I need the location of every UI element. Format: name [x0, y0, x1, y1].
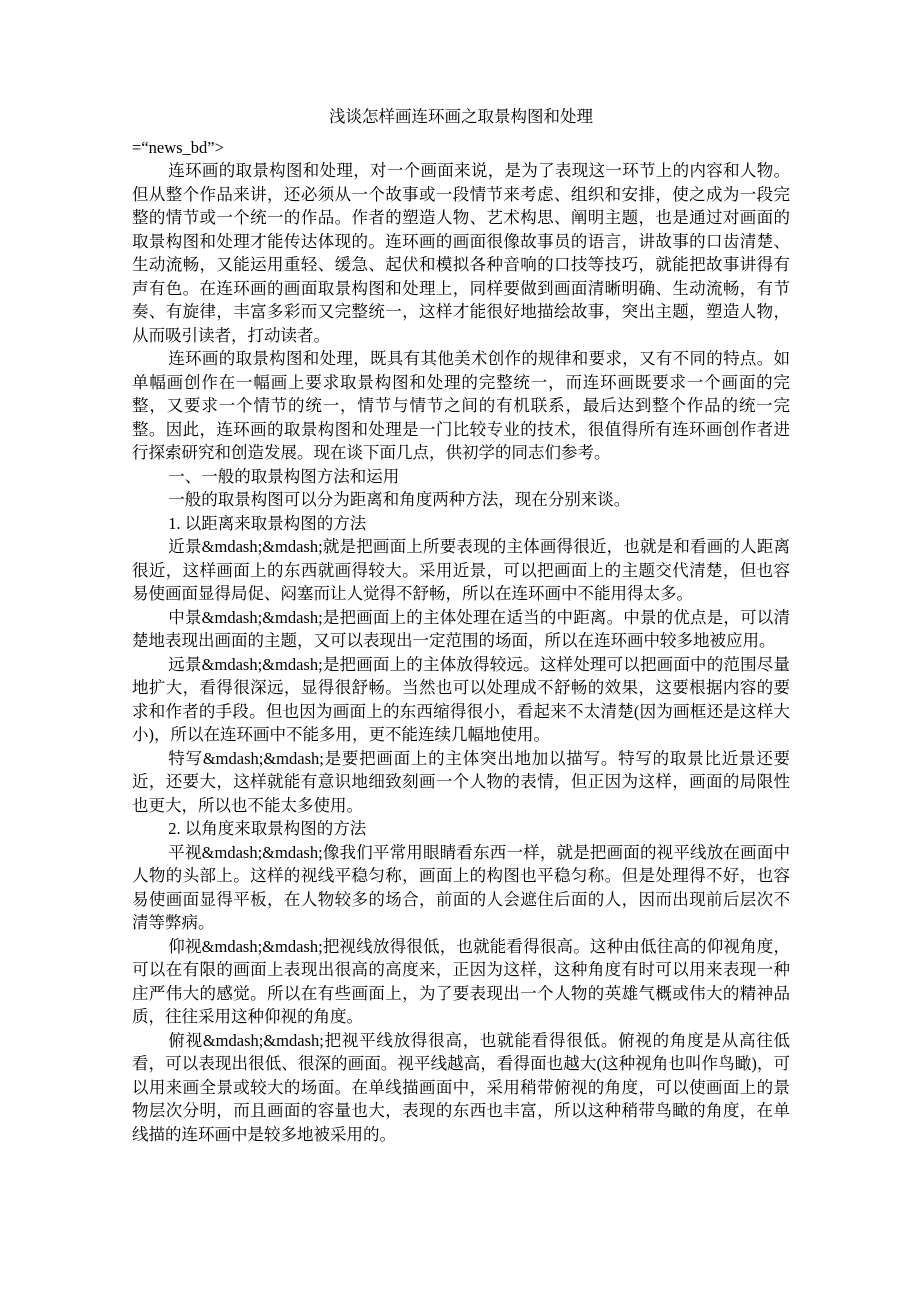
paragraph: 平视&mdash;&mdash;像我们平常用眼睛看东西一样，就是把画面的视平线放在画面中人物的头部上。这样的视线平稳匀称，画面上的构图也平稳匀称。但是处理得不好，也容易使画面显得平板，在人物较多的场合，前面的人会遮住后面的人，因而出现前后层次不清等弊病。 [132, 842, 790, 932]
paragraph: 中景&mdash;&mdash;是把画面上的主体处理在适当的中距离。中景的优点是，可以清楚地表现出画面的主题，又可以表现出一定范围的场面，所以在连环画中较多地被应用。 [132, 607, 790, 650]
paragraph: 仰视&mdash;&mdash;把视线放得很低，也就能看得很高。这种由低往高的仰视角度，可以在有限的画面上表现出很高的高度来，正因为这样，这种角度有时可以用来表现一种庄严伟大的感觉。所以在有些画面上，为了要表现出一个人物的英雄气概或伟大的精神品质，往往采用这种仰视的角度。 [132, 936, 790, 1026]
paragraph: 近景&mdash;&mdash;就是把画面上所要表现的主体画得很近，也就是和看画的人距离很近，这样画面上的东西就画得较大。采用近景，可以把画面上的主题交代清楚，但也容易使画面显得局促、闷塞而让人觉得不舒畅，所以在连环画中不能用得太多。 [132, 537, 790, 603]
paragraph: 远景&mdash;&mdash;是把画面上的主体放得较远。这样处理可以把画面中的范围尽量地扩大，看得很深远，显得很舒畅。当然也可以处理成不舒畅的效果，这要根据内容的要求和作者的手段。但也因为画面上的东西缩得很小，看起来不太清楚(因为画框还是这样大小)，所以在连环画中不能多用，更不能连续几幅地使用。 [132, 654, 790, 744]
paragraph: 俯视&mdash;&mdash;把视平线放得很高，也就能看得很低。俯视的角度是从高往低看，可以表现出很低、很深的画面。视平线越高，看得面也越大(这种视角也叫作鸟瞰)，可以用来画全景或较大的场面。在单线描画面中，采用稍带俯视的角度，可以使画面上的景物层次分明，而且画面的容量也大，表现的东西也丰富，所以这种稍带鸟瞰的角度，在单线描的连环画中是较多地被采用的。 [132, 1030, 790, 1144]
meta-line: =“news_bd”> [132, 137, 224, 157]
section-heading: 一、一般的取景构图方法和运用 [168, 466, 400, 486]
document-title: 浅谈怎样画连环画之取景构图和处理 [329, 107, 593, 126]
paragraph: 一般的取景构图可以分为距离和角度两种方法，现在分别来谈。 [168, 490, 631, 509]
document-body [132, 159, 790, 1146]
method-heading: 1. 以距离来取景构图的方法 [168, 513, 367, 533]
paragraph: 连环画的取景构图和处理，既具有其他美术创作的规律和要求，又有不同的特点。如单幅画创作在一幅画上要求取景构图和处理的完整统一，而连环画既要求一个画面的完整，又要求一个情节的统一，情节与情节之间的有机联系，最后达到整个作品的统一完整。因此，连环画的取景构图和处理是一门比较专业的技术，很值得所有连环画创作者进行探索研究和创造发展。现在谈下面几点，供初学的同志们参考。 [132, 349, 790, 462]
paragraph: 特写&mdash;&mdash;是要把画面上的主体突出地加以描写。特写的取景比近景还要近，还要大，这样就能有意识地细致刻画一个人物的表情，但正因为这样，画面的局限性也更大，所以也不能太多使用。 [132, 748, 790, 815]
method-heading: 2. 以角度来取景构图的方法 [168, 819, 367, 838]
paragraph: 连环画的取景构图和处理，对一个画面来说，是为了表现这一环节上的内容和人物。但从整个作品来讲，还必须从一个故事或一段情节来考虑、组织和安排，使之成为一段完整的情节或一个统一的作品。作者的塑造人物、艺术构思、阐明主题，也是通过对画面的取景构图和处理才能传达体现的。连环画的画面很像故事员的语言，讲故事的口齿清楚、生动流畅，又能运用重轻、缓急、起伏和模拟各种音响的口技等技巧，就能把故事讲得有声有色。在连环画的画面取景构图和处理上，同样要做到画面清晰明确、生动流畅，有节奏、有旋律，丰富多彩而又完整统一，这样才能很好地描绘故事，突出主题，塑造人物，从而吸引读者，打动读者。 [132, 161, 790, 345]
